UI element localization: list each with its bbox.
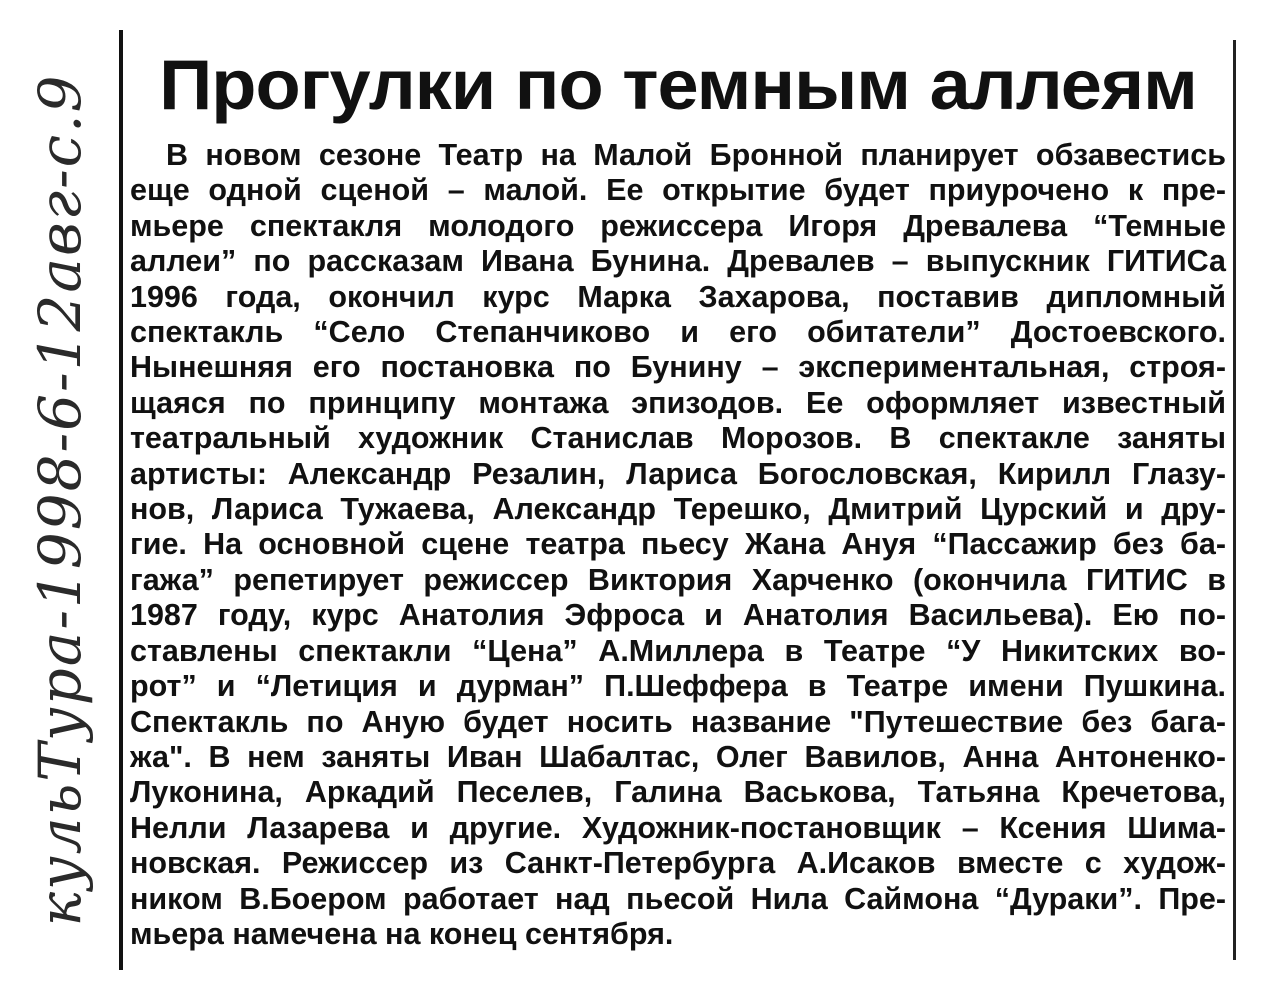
margin-note-text: кульТура-1998-6-12авг-с.9 [26,73,94,927]
body-line: аллеи” по рассказам Ивана Бунина. Древалев – выпускник ГИТИСа [130,244,1226,279]
body-line: ставлены спектакли “Цена” А.Миллера в Театре “У Никитских во- [130,633,1226,668]
body-line: Луконина, Аркадий Песелев, Галина Васькова, Татьяна Кречетова, [130,775,1226,810]
article-headline: Прогулки по темным аллеям [159,45,1197,124]
body-line: еще одной сценой – малой. Ее открытие будет приурочено к пре- [130,173,1226,208]
body-line: 1996 года, окончил курс Марка Захарова, поставив дипломный [130,279,1226,314]
body-line: новская. Режиссер из Санкт-Петербурга А.Исаков вместе с худож- [130,846,1226,881]
body-line: 1987 году, курс Анатолия Эфроса и Анатолия Васильева). Ею по- [130,598,1226,633]
right-column-rule [1233,40,1236,960]
handwritten-margin-note [0,0,118,1004]
body-line: мьера намечена на конец сентября. [130,916,674,951]
left-column-rule [119,30,123,970]
body-line: В новом сезоне Театр на Малой Бронной планирует обзавестись [166,138,1226,172]
article-body [130,138,1226,952]
body-line: Спектакль по Аную будет носить название "Путешествие без бага- [130,704,1226,739]
body-line: Нынешняя его постановка по Бунину – экспериментальная, строя- [130,350,1226,385]
body-line: Нелли Лазарева и другие. Художник-постановщик – Ксения Шима- [130,810,1226,845]
body-line: артисты: Александр Резалин, Лариса Богословская, Кирилл Глазу- [130,456,1226,491]
body-line: ником В.Боером работает над пьесой Нила Саймона “Дураки”. Пре- [130,881,1226,916]
body-line: жа". В нем заняты Иван Шабалтас, Олег Вавилов, Анна Антоненко- [130,739,1226,774]
body-line: мьере спектакля молодого режиссера Игоря Древалева “Темные [130,208,1226,243]
newspaper-article [130,40,1226,952]
body-line: гие. На основной сцене театра пьесу Жана Ануя “Пассажир без ба- [130,527,1226,562]
body-line: спектакль “Село Степанчиково и его обитатели” Достоевского. [130,315,1226,350]
body-line: театральный художник Станислав Морозов. В спектакле заняты [130,421,1226,456]
body-line: гажа” репетирует режиссер Виктория Харченко (окончила ГИТИС в [130,562,1226,597]
body-line: щаяся по принципу монтажа эпизодов. Ее оформляет известный [130,385,1226,420]
body-line: нов, Лариса Тужаева, Александр Терешко, Дмитрий Цурский и дру- [130,492,1226,527]
body-line: рот” и “Летиция и дурман” П.Шеффера в Театре имени Пушкина. [130,669,1226,704]
